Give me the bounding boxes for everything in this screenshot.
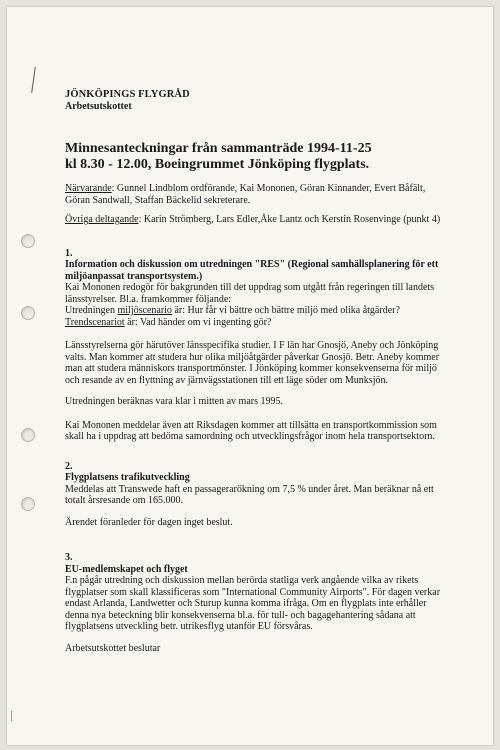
section-1-paragraph-4: Kai Mononen meddelar även att Riksdagen kommer att tillsätta en transportkommission som skall ha i uppdrag att bedöma samordning och utvecklingsfrågor inom hela transportsektorn.	[65, 419, 437, 442]
section-3-number: 3.	[65, 552, 73, 563]
section-1-question-2	[65, 317, 447, 329]
section-1-paragraph-3: Utredningen beräknas vara klar i mitten av mars 1995.	[65, 396, 283, 407]
attendance-present	[65, 183, 447, 206]
present-text: : Gunnel Lindblom ordförande, Kai Mononen, Göran Kinnander, Evert Båfält, Göran Sandwall, Staffan Bäckelid sekreterare.	[65, 183, 426, 206]
section-1-question-1	[65, 305, 447, 317]
section-2-number: 2.	[65, 460, 73, 472]
punch-hole-2	[21, 306, 35, 320]
committee-name: Arbetsutskottet	[65, 101, 132, 112]
org-name: JÖNKÖPINGS FLYGRÅD	[65, 89, 190, 100]
attendance-others	[65, 214, 447, 226]
section-2-paragraph-2: Ärendet föranleder för dagen inget beslut.	[65, 516, 233, 528]
q1-text: är: Hur får vi bättre och bättre miljö med olika åtgärder?	[171, 305, 400, 316]
q1-prefix: Utredningen	[65, 305, 118, 316]
pen-mark	[31, 67, 39, 93]
title-line-1: Minnesanteckningar från sammanträde 1994-11-25	[65, 141, 372, 156]
document-body	[65, 89, 447, 662]
present-label: Närvarande	[65, 183, 112, 194]
section-1-intro: Kai Mononen redogör för bakgrunden till det uppdrag som utgått från regeringen till landets länsstyrelser. Bl.a. framkommer följande:	[65, 282, 435, 305]
q2-text: är: Vad händer om vi ingenting gör?	[124, 316, 272, 328]
section-1-heading: Information och diskussion om utredningen "RES" (Regional samhällsplanering för ett miljöanpassat transportsystem.)	[65, 259, 439, 282]
document-page	[7, 7, 493, 745]
punch-hole-4	[21, 497, 35, 511]
title-line-2: kl 8.30 - 12.00, Boeingrummet Jönköping flygplats.	[65, 157, 370, 172]
others-label: Övriga deltagande	[65, 214, 139, 225]
punch-hole-3	[21, 428, 35, 442]
edge-mark	[11, 711, 15, 721]
punch-hole-1	[21, 234, 35, 248]
document-title	[65, 141, 447, 173]
section-3-paragraph-2: Arbetsutskottet beslutar	[65, 642, 161, 654]
section-1-number: 1.	[65, 247, 73, 259]
section-2-heading: Flygplatsens trafikutveckling	[65, 472, 190, 483]
section-3-paragraph-1: F.n pågår utredning och diskussion mellan berörda statliga verk angående vilka av rikets flygplatser som skall klassificeras som "International Community Airports". För dagen verkar endast Arlanda, Landwetter och Sturup kunna komma ifråga. Om en flygplats inte erhåller denna nya beteckning blir konsekvenserna bl.a. för tull- och bagagehantering sådana att flygplatsens utveckling betr. utrikesflyg utanför EU försvåras.	[65, 575, 441, 632]
section-1-paragraph-2: Länsstyrelserna gör härutöver länsspecifika studier. I F län har Gnosjö, Aneby och Jönköping valts. Man kommer att studera hur olika miljöåtgärder påverkar Gnosjö. Betr. Aneby kommer man att studera människors transportmönster. I Jönköping kommer konsekvenserna för miljö och resande av en flyttning av järnvägsstationen till ett läge söder om Munksjön.	[65, 340, 440, 386]
q1-term: miljöscenario	[117, 305, 172, 316]
others-text: : Karin Strömberg, Lars Edler,Åke Lantz och Kerstin Rosenvinge (punkt 4)	[138, 214, 441, 225]
q2-term: Trendscenariot	[65, 316, 125, 328]
section-2-paragraph-1: Meddelas att Transwede haft en passagerarökning om 7,5 % under året. Man beräknar nå ett totalt årsresande om 165.000.	[65, 483, 434, 506]
section-3-heading: EU-medlemskapet och flyget	[65, 563, 188, 575]
